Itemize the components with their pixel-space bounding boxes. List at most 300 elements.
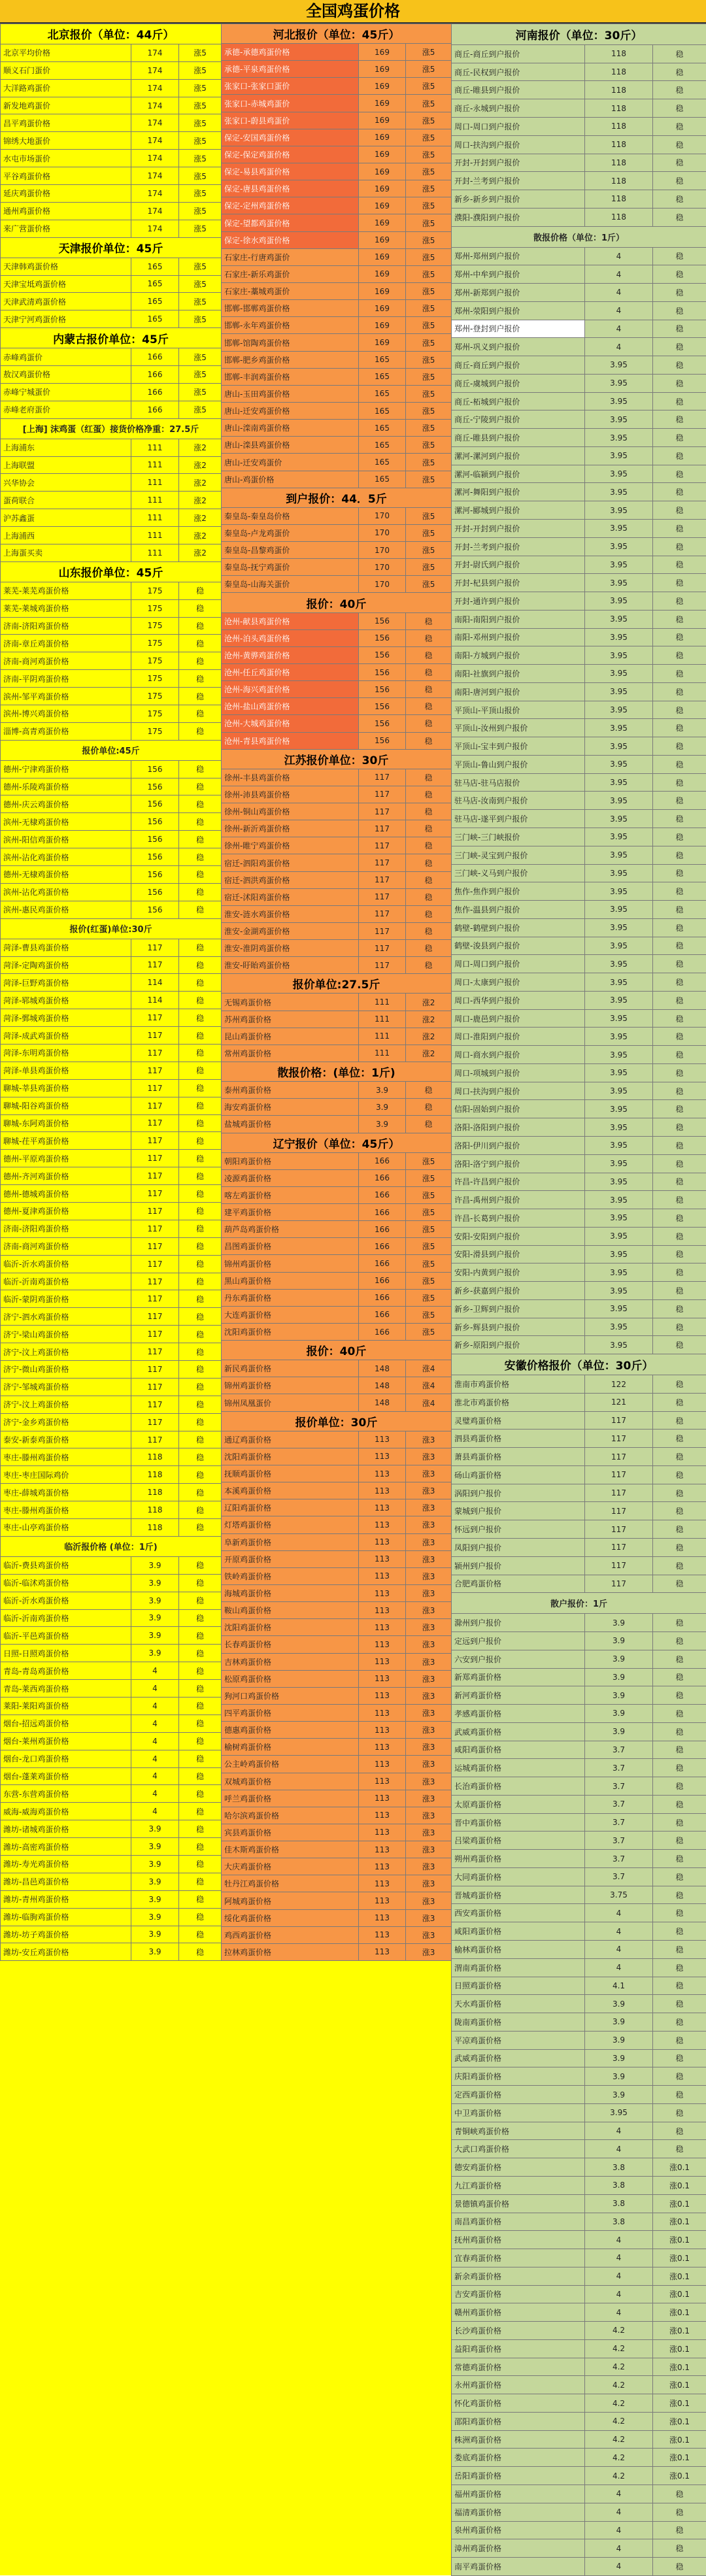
trend-value: 稳 [653, 592, 706, 611]
market-name: 菏泽-郓城鸡蛋价格 [1, 992, 131, 1009]
market-name: 天津武清鸡蛋价格 [1, 293, 131, 310]
price-row [452, 2358, 706, 2376]
trend-value: 稳 [179, 1273, 222, 1290]
trend-value: 稳 [653, 1191, 706, 1209]
market-name: 丹东鸡蛋价格 [222, 1289, 359, 1306]
price-value: 3.95 [585, 937, 653, 955]
trend-value: 涨5 [406, 1152, 452, 1169]
market-name: 临沂-临沭鸡蛋价格 [1, 1574, 131, 1592]
price-row [1, 1609, 222, 1627]
trend-value: 稳 [653, 901, 706, 919]
price-row [452, 429, 706, 447]
market-name: 唐山-滦南鸡蛋价格 [222, 420, 359, 437]
trend-value: 稳 [653, 2067, 706, 2086]
trend-value: 涨5 [179, 383, 222, 401]
trend-value: 涨5 [406, 1324, 452, 1341]
market-name: 张家口-蔚县鸡蛋价 [222, 112, 359, 129]
price-row [222, 368, 452, 385]
trend-value: 稳 [179, 1466, 222, 1484]
market-name: 平顶山-平顶山报价 [452, 701, 585, 719]
price-row [1, 688, 222, 705]
price-value: 3.95 [585, 955, 653, 973]
column-left [0, 24, 221, 1961]
market-name: 焦作-焦作到户报价 [452, 882, 585, 901]
price-value: 113 [359, 1773, 406, 1790]
trend-value: 稳 [179, 1697, 222, 1715]
trend-value: 涨5 [406, 454, 452, 471]
price-value: 3.9 [131, 1908, 179, 1926]
price-value: 4.2 [585, 2430, 653, 2449]
trend-value: 涨3 [406, 1841, 452, 1858]
price-value: 174 [131, 202, 179, 220]
price-value: 117 [359, 957, 406, 974]
market-name: 商丘-商丘到户报价 [452, 44, 585, 63]
trend-value: 涨2 [406, 1045, 452, 1062]
price-row [222, 283, 452, 300]
price-value: 3.95 [585, 1209, 653, 1228]
trend-value: 稳 [179, 1890, 222, 1908]
price-row [452, 1430, 706, 1448]
market-name: 淮安-涟水鸡蛋价格 [222, 905, 359, 922]
price-row [1, 1203, 222, 1220]
price-row [222, 1619, 452, 1636]
trend-value: 涨5 [406, 1186, 452, 1203]
market-name: 渭南鸡蛋价格 [452, 1958, 585, 1977]
price-row [452, 2086, 706, 2104]
price-row [222, 524, 452, 541]
price-row [452, 2103, 706, 2122]
price-value: 113 [359, 1739, 406, 1756]
price-value: 118 [585, 190, 653, 209]
market-name: 天水鸡蛋价格 [452, 1995, 585, 2013]
price-value: 3.95 [585, 1009, 653, 1028]
price-value: 169 [359, 95, 406, 112]
trend-value: 涨4 [406, 1394, 452, 1411]
price-value: 156 [131, 901, 179, 918]
market-name: 上海浦西 [1, 527, 131, 544]
price-row [1, 778, 222, 795]
price-row [222, 923, 452, 940]
trend-value: 稳 [653, 1813, 706, 1832]
trend-value: 涨3 [406, 1448, 452, 1465]
market-name: 潍坊-高密鸡蛋价格 [1, 1838, 131, 1856]
market-name: 西安鸡蛋价格 [452, 1904, 585, 1922]
market-name: 兴华协会 [1, 474, 131, 492]
price-row [1, 348, 222, 366]
market-name: 德州-宁津鸡蛋价格 [1, 760, 131, 778]
price-value: 165 [131, 293, 179, 310]
trend-value: 涨5 [406, 471, 452, 488]
price-value: 3.9 [585, 1650, 653, 1668]
trend-value: 涨5 [406, 248, 452, 265]
price-value: 3.95 [585, 1227, 653, 1245]
market-name: 吉安鸡蛋价格 [452, 2285, 585, 2303]
market-name: 滨州-惠民鸡蛋价格 [1, 901, 131, 918]
trend-value: 稳 [179, 883, 222, 901]
price-value: 166 [359, 1152, 406, 1169]
trend-value: 稳 [653, 465, 706, 483]
price-value: 156 [131, 831, 179, 848]
price-row [1, 1378, 222, 1396]
trend-value: 涨3 [406, 1431, 452, 1448]
trend-value: 稳 [653, 1082, 706, 1100]
price-value: 169 [359, 334, 406, 351]
price-row [452, 2394, 706, 2413]
price-value: 3.95 [585, 1118, 653, 1137]
trend-value: 稳 [179, 760, 222, 778]
market-name: 沈阳鸡蛋价格 [222, 1619, 359, 1636]
price-row [222, 1909, 452, 1926]
trend-value: 稳 [653, 1575, 706, 1593]
market-name: 滨州-沾化鸡蛋价格 [1, 883, 131, 901]
market-name: 安阳-安阳到户报价 [452, 1227, 585, 1245]
price-row [452, 2249, 706, 2267]
price-row [222, 576, 452, 593]
price-row [1, 1926, 222, 1943]
price-value: 3.95 [585, 755, 653, 773]
price-row [1, 220, 222, 237]
price-value: 3.95 [585, 973, 653, 992]
price-row [452, 1336, 706, 1354]
price-row [222, 163, 452, 180]
price-row [452, 1632, 706, 1650]
price-value: 117 [131, 1044, 179, 1062]
price-value: 3.95 [585, 882, 653, 901]
market-name: 锦州鸡蛋价格 [222, 1255, 359, 1272]
trend-value: 稳 [179, 901, 222, 918]
market-name: 新乡-原阳到户报价 [452, 1336, 585, 1354]
price-row [452, 1575, 706, 1593]
trend-value: 涨5 [406, 317, 452, 334]
price-row [222, 1841, 452, 1858]
trend-value: 稳 [179, 652, 222, 670]
trend-value: 稳 [653, 2031, 706, 2049]
price-value: 113 [359, 1790, 406, 1807]
price-value: 156 [359, 629, 406, 646]
trend-value: 稳 [179, 795, 222, 813]
trend-value: 稳 [653, 1832, 706, 1850]
price-row [1, 1574, 222, 1592]
market-name: 临沂-沂南鸡蛋价格 [1, 1273, 131, 1290]
market-name: 开封-杞县到户报价 [452, 574, 585, 592]
market-name: 济南-章丘鸡蛋价格 [1, 635, 131, 652]
price-value: 174 [131, 79, 179, 97]
price-row [452, 1282, 706, 1300]
price-row [222, 1394, 452, 1411]
market-name: 烟台-莱州鸡蛋价格 [1, 1732, 131, 1750]
market-name: 周口-周口到户报价 [452, 117, 585, 135]
price-value: 4.2 [585, 2358, 653, 2376]
market-name: 保定-唐县鸡蛋价格 [222, 180, 359, 197]
price-value: 3.95 [585, 773, 653, 792]
price-value: 166 [359, 1238, 406, 1255]
price-value: 117 [131, 1290, 179, 1308]
market-name: 新河鸡蛋价格 [452, 1686, 585, 1705]
price-table-middle [221, 24, 452, 1961]
price-row [452, 2285, 706, 2303]
price-value: 3.9 [131, 1838, 179, 1856]
price-value: 111 [359, 1045, 406, 1062]
trend-value: 稳 [653, 1046, 706, 1064]
price-value: 117 [359, 837, 406, 854]
market-name: 周口-扶沟到户报价 [452, 1082, 585, 1100]
trend-value: 稳 [653, 1502, 706, 1520]
price-value: 3.8 [585, 2158, 653, 2177]
price-value: 117 [131, 1079, 179, 1097]
market-name: 顺义石门蛋价 [1, 61, 131, 79]
price-value: 4 [585, 2140, 653, 2158]
trend-value: 涨5 [406, 334, 452, 351]
price-value: 4 [585, 320, 653, 338]
price-row [1, 883, 222, 901]
market-name: 淮安-金湖鸡蛋价格 [222, 923, 359, 940]
trend-value: 稳 [653, 1100, 706, 1118]
price-value: 170 [359, 507, 406, 524]
price-value: 3.95 [585, 410, 653, 429]
market-name: 郑州-新郑到户报价 [452, 284, 585, 302]
price-row [452, 2049, 706, 2067]
price-row [452, 1520, 706, 1539]
price-value: 3.95 [585, 1173, 653, 1191]
trend-value: 涨5 [179, 150, 222, 167]
price-value: 156 [359, 646, 406, 663]
section-header [452, 226, 706, 247]
price-row [1, 1484, 222, 1501]
market-name: 德州-齐河鸡蛋价格 [1, 1167, 131, 1185]
price-value: 3.95 [585, 918, 653, 937]
price-row [452, 1173, 706, 1191]
price-value: 111 [131, 474, 179, 492]
price-value: 113 [359, 1499, 406, 1516]
market-name: 六安到户报价 [452, 1650, 585, 1668]
trend-value: 稳 [653, 1137, 706, 1155]
price-value: 166 [359, 1221, 406, 1238]
market-name: 济宁-邹城鸡蛋价格 [1, 1378, 131, 1396]
price-row [452, 338, 706, 356]
price-row [452, 537, 706, 556]
market-name: 滨州-阳信鸡蛋价格 [1, 831, 131, 848]
price-row [222, 786, 452, 803]
market-name: 佳木斯鸡蛋价格 [222, 1841, 359, 1858]
price-value: 3.8 [585, 2194, 653, 2213]
price-value: 156 [131, 778, 179, 795]
price-row [1, 1343, 222, 1361]
market-name: 三门峡-义马到户报价 [452, 864, 585, 882]
price-value: 117 [585, 1520, 653, 1539]
section-header [222, 749, 452, 769]
price-row [1, 1361, 222, 1379]
trend-value: 稳 [653, 882, 706, 901]
price-row [222, 1289, 452, 1306]
price-value: 117 [131, 1027, 179, 1045]
price-row [222, 1567, 452, 1584]
price-value: 3.9 [585, 1632, 653, 1650]
price-value: 3.9 [131, 1890, 179, 1908]
price-value: 113 [359, 1704, 406, 1721]
price-row [452, 501, 706, 520]
trend-value: 稳 [653, 1795, 706, 1813]
price-value: 3.95 [585, 1100, 653, 1118]
price-value: 4 [585, 1904, 653, 1922]
market-name: 沧州-海兴鸡蛋价格 [222, 681, 359, 698]
price-value: 4 [585, 2503, 653, 2521]
market-name: 沧州-黄骅鸡蛋价格 [222, 646, 359, 663]
section-title: 天津报价单位：45斤 [1, 237, 222, 258]
trend-value: 稳 [653, 665, 706, 683]
trend-value: 稳 [406, 663, 452, 680]
market-name: 德州-乐陵鸡蛋价格 [1, 778, 131, 795]
trend-value: 稳 [653, 1318, 706, 1336]
price-value: 4 [131, 1680, 179, 1698]
column-right [451, 24, 706, 2575]
trend-value: 涨3 [406, 1653, 452, 1670]
price-row [222, 663, 452, 680]
price-row [1, 1326, 222, 1343]
price-value: 118 [131, 1519, 179, 1537]
price-row [452, 208, 706, 226]
price-row [452, 1867, 706, 1886]
trend-value: 涨5 [179, 202, 222, 220]
trend-value: 涨5 [406, 231, 452, 248]
market-name: 济宁-汶上鸡蛋价格 [1, 1396, 131, 1413]
trend-value: 稳 [406, 732, 452, 749]
market-name: 铁岭鸡蛋价格 [222, 1567, 359, 1584]
market-name: 榆树鸡蛋价格 [222, 1739, 359, 1756]
section-header [1, 1536, 222, 1556]
price-row [1, 956, 222, 974]
market-name: 海城鸡蛋价格 [222, 1584, 359, 1601]
trend-value: 稳 [653, 1777, 706, 1796]
price-row [222, 994, 452, 1011]
price-row [452, 117, 706, 135]
section-title: 报价单位:45斤 [1, 740, 222, 760]
market-name: 聊城-东阿鸡蛋价格 [1, 1114, 131, 1132]
price-value: 3.95 [585, 392, 653, 410]
market-name: 徐州-睢宁鸡蛋价格 [222, 837, 359, 854]
price-value: 113 [359, 1807, 406, 1824]
market-name: 凤阳到户报价 [452, 1539, 585, 1557]
market-name: 济南-商河鸡蛋价格 [1, 1237, 131, 1255]
trend-value: 稳 [406, 871, 452, 888]
trend-value: 稳 [179, 1715, 222, 1732]
price-value: 3.95 [585, 465, 653, 483]
price-value: 111 [131, 456, 179, 474]
price-row [1, 1220, 222, 1237]
market-name: 济南-平阴鸡蛋价格 [1, 670, 131, 688]
market-name: 中卫鸡蛋价格 [452, 2103, 585, 2122]
trend-value: 稳 [406, 1099, 452, 1116]
trend-value: 稳 [179, 582, 222, 599]
price-row [222, 1584, 452, 1601]
trend-value: 稳 [406, 905, 452, 922]
price-row [222, 905, 452, 922]
price-value: 175 [131, 635, 179, 652]
trend-value: 稳 [653, 1299, 706, 1318]
trend-value: 涨3 [406, 1619, 452, 1636]
trend-value: 涨2 [179, 509, 222, 527]
market-name: 晋中鸡蛋价格 [452, 1813, 585, 1832]
price-value: 169 [359, 112, 406, 129]
market-name: 驻马店-汝南到户报价 [452, 792, 585, 810]
price-value: 166 [359, 1272, 406, 1289]
price-value: 165 [131, 275, 179, 293]
trend-value: 稳 [179, 939, 222, 956]
price-row [222, 146, 452, 163]
market-name: 滨州-邹平鸡蛋价格 [1, 688, 131, 705]
market-name: 保定-安国鸡蛋价格 [222, 129, 359, 146]
trend-value: 稳 [179, 599, 222, 617]
market-name: 石家庄-行唐鸡蛋价 [222, 248, 359, 265]
price-row [222, 646, 452, 663]
market-name: 日照-日照鸡蛋价格 [1, 1645, 131, 1662]
price-row [452, 1668, 706, 1686]
price-row [222, 803, 452, 820]
trend-value: 稳 [653, 755, 706, 773]
trend-value: 涨0.1 [653, 2303, 706, 2322]
price-row [452, 610, 706, 628]
price-value: 3.9 [585, 1668, 653, 1686]
market-name: 淮安-淮阴鸡蛋价格 [222, 940, 359, 957]
market-name: 郑州-郑州到户报价 [452, 247, 585, 265]
market-name: 周口-周口到户报价 [452, 955, 585, 973]
market-name: 赣州鸡蛋价格 [452, 2303, 585, 2322]
trend-value: 稳 [653, 135, 706, 154]
market-name: 永州鸡蛋价格 [452, 2376, 585, 2394]
price-value: 113 [359, 1722, 406, 1739]
price-row [222, 1858, 452, 1875]
trend-value: 稳 [406, 1116, 452, 1133]
market-name: 济宁-泗水鸡蛋价格 [1, 1308, 131, 1326]
market-name: 株洲鸡蛋价格 [452, 2430, 585, 2449]
price-row [452, 973, 706, 992]
price-row [1, 509, 222, 527]
price-row [1, 1785, 222, 1803]
market-name: 松原鸡蛋价格 [222, 1670, 359, 1687]
market-name: 濮阳-濮阳到户报价 [452, 208, 585, 226]
price-value: 118 [585, 135, 653, 154]
trend-value: 稳 [179, 1645, 222, 1662]
trend-value: 涨0.1 [653, 2249, 706, 2267]
price-value: 3.95 [585, 1336, 653, 1354]
price-row [452, 2339, 706, 2358]
trend-value: 稳 [653, 2484, 706, 2503]
price-row [1, 1820, 222, 1838]
price-row [452, 1977, 706, 1995]
price-row [222, 1082, 452, 1099]
market-name: 大连鸡蛋价格 [222, 1306, 359, 1323]
market-name: 拉林鸡蛋价格 [222, 1943, 359, 1960]
price-row [1, 79, 222, 97]
price-row [452, 592, 706, 611]
market-name: 景德镇鸡蛋价格 [452, 2194, 585, 2213]
market-name: 秦皇岛-山海关蛋价 [222, 576, 359, 593]
trend-value: 涨0.1 [653, 2376, 706, 2394]
price-row [452, 2376, 706, 2394]
market-name: 秦皇岛-昌黎鸡蛋价 [222, 542, 359, 559]
price-value: 3.9 [131, 1943, 179, 1961]
market-name: 商丘-虞城到户报价 [452, 374, 585, 392]
market-name: 新乡-辉县到户报价 [452, 1318, 585, 1336]
price-row [452, 901, 706, 919]
section-header [1, 740, 222, 760]
trend-value: 稳 [653, 1245, 706, 1263]
price-row [222, 542, 452, 559]
sheet-title: 全国鸡蛋价格 [0, 0, 706, 24]
trend-value: 稳 [653, 1650, 706, 1668]
price-row [222, 1306, 452, 1323]
market-name: 赤峰鸡蛋价 [1, 348, 131, 366]
price-value: 156 [131, 883, 179, 901]
